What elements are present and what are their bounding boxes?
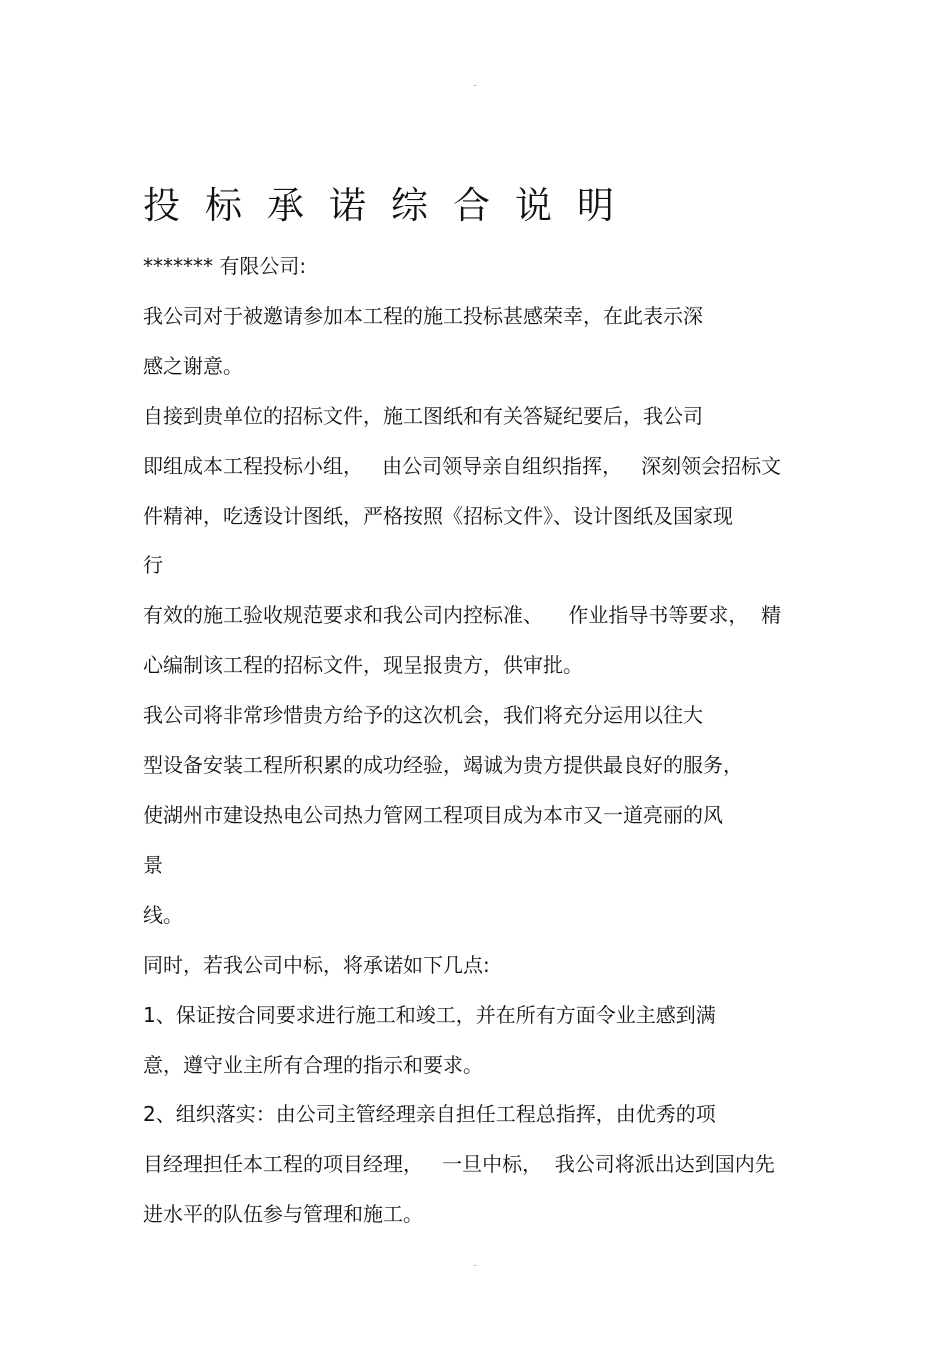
commitment-item: 进水平的队伍参与管理和施工。 <box>143 1202 423 1226</box>
body-line: 件精神，吃透设计图纸，严格按照《招标文件》、设计图纸及国家现 <box>143 504 733 528</box>
commitment-item: 目经理担任本工程的项目经理， 一旦中标， 我公司将派出达到国内先 <box>143 1152 775 1176</box>
body-line: 使湖州市建设热电公司热力管网工程项目成为本市又一道亮丽的风 <box>143 803 723 827</box>
body-line: 景 <box>143 853 163 877</box>
body-line: 感之谢意。 <box>143 354 243 378</box>
body-line: 我公司将非常珍惜贵方给予的这次机会，我们将充分运用以往大 <box>143 703 703 727</box>
document-title: 投标承诺综合说明 <box>143 184 639 227</box>
page-bottom-mark: . <box>473 1259 477 1268</box>
commitment-item: 1、保证按合同要求进行施工和竣工，并在所有方面令业主感到满 <box>143 1003 716 1027</box>
body-line: 线。 <box>143 903 183 927</box>
body-line: 有效的施工验收规范要求和我公司内控标准、 作业指导书等要求， 精 <box>143 603 782 627</box>
body-line: 行 <box>143 553 163 577</box>
body-line: 型设备安装工程所积累的成功经验，竭诚为贵方提供最良好的服务， <box>143 753 743 777</box>
page-top-mark: . <box>473 79 477 88</box>
commitment-item: 意，遵守业主所有合理的指示和要求。 <box>143 1053 483 1077</box>
body-line: 即组成本工程投标小组， 由公司领导亲自组织指挥， 深刻领会招标文 <box>143 454 782 478</box>
commitment-item: 2、组织落实：由公司主管经理亲自担任工程总指挥，由优秀的项 <box>143 1102 716 1126</box>
body-line: 自接到贵单位的招标文件，施工图纸和有关答疑纪要后，我公司 <box>143 404 703 428</box>
salutation-line: ******* 有限公司: <box>143 254 307 278</box>
body-line: 同时，若我公司中标，将承诺如下几点: <box>143 953 490 977</box>
body-line: 心编制该工程的招标文件，现呈报贵方，供审批。 <box>143 653 583 677</box>
body-line: 我公司对于被邀请参加本工程的施工投标甚感荣幸，在此表示深 <box>143 304 703 328</box>
